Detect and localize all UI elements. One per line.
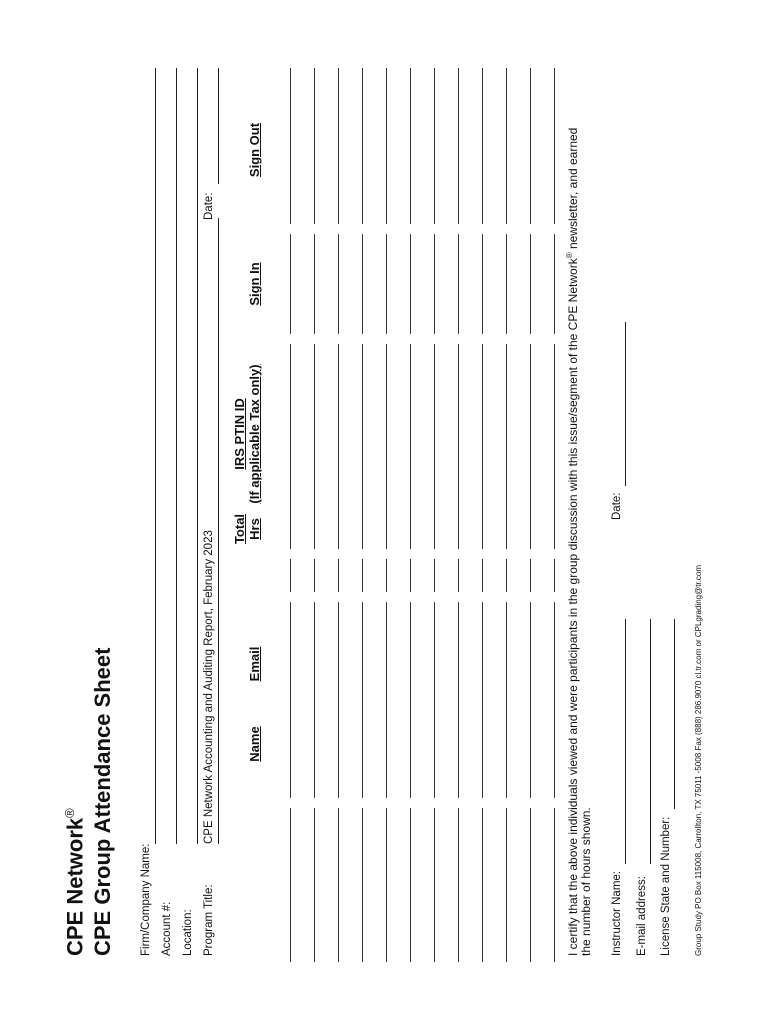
column-header-ptin: IRS PTIN ID (If applicable Tax only)	[232, 364, 262, 504]
email-address-line[interactable]	[650, 619, 651, 864]
instructor-name-line[interactable]	[625, 619, 626, 864]
page-title: CPE Group Attendance Sheet	[90, 647, 115, 956]
instructor-name-label: Instructor Name:	[611, 871, 623, 956]
column-header-sign-in: Sign In	[247, 262, 262, 306]
column-header-sign-out: Sign Out	[247, 122, 262, 178]
column-header-total-hrs: Total Hrs	[232, 513, 262, 545]
instructor-date-line[interactable]	[625, 322, 626, 486]
certification-statement: I certify that the above individuals viewed and were participants in the group discussion with this issue/segment of the CPE Network® newsletter, and earned the number of hours shown.	[565, 127, 593, 956]
account-number-label: Account #:	[161, 901, 173, 956]
brand-name: CPE Network®	[62, 808, 88, 956]
program-title-label: Program Title:	[203, 884, 215, 956]
firm-name-label: Firm/Company Name:	[140, 843, 152, 956]
column-header-name: Name	[247, 726, 262, 762]
license-label: License State and Number:	[660, 816, 672, 956]
location-label: Location:	[182, 909, 194, 956]
date-label: Date:	[203, 192, 215, 220]
program-title-value: CPE Network Accounting and Auditing Report, February 2023	[203, 530, 215, 844]
footer-address: Group Study PO Box 115008, Carrollton, TX 75011 -5008 Fax (888) 286.9070 cl.tr.com or CPLgrading@tr.com	[694, 565, 703, 956]
instructor-date-label: Date:	[611, 492, 623, 520]
email-address-label: E-mail address:	[636, 876, 648, 956]
license-line[interactable]	[674, 619, 675, 809]
column-header-email: Email	[247, 646, 262, 682]
